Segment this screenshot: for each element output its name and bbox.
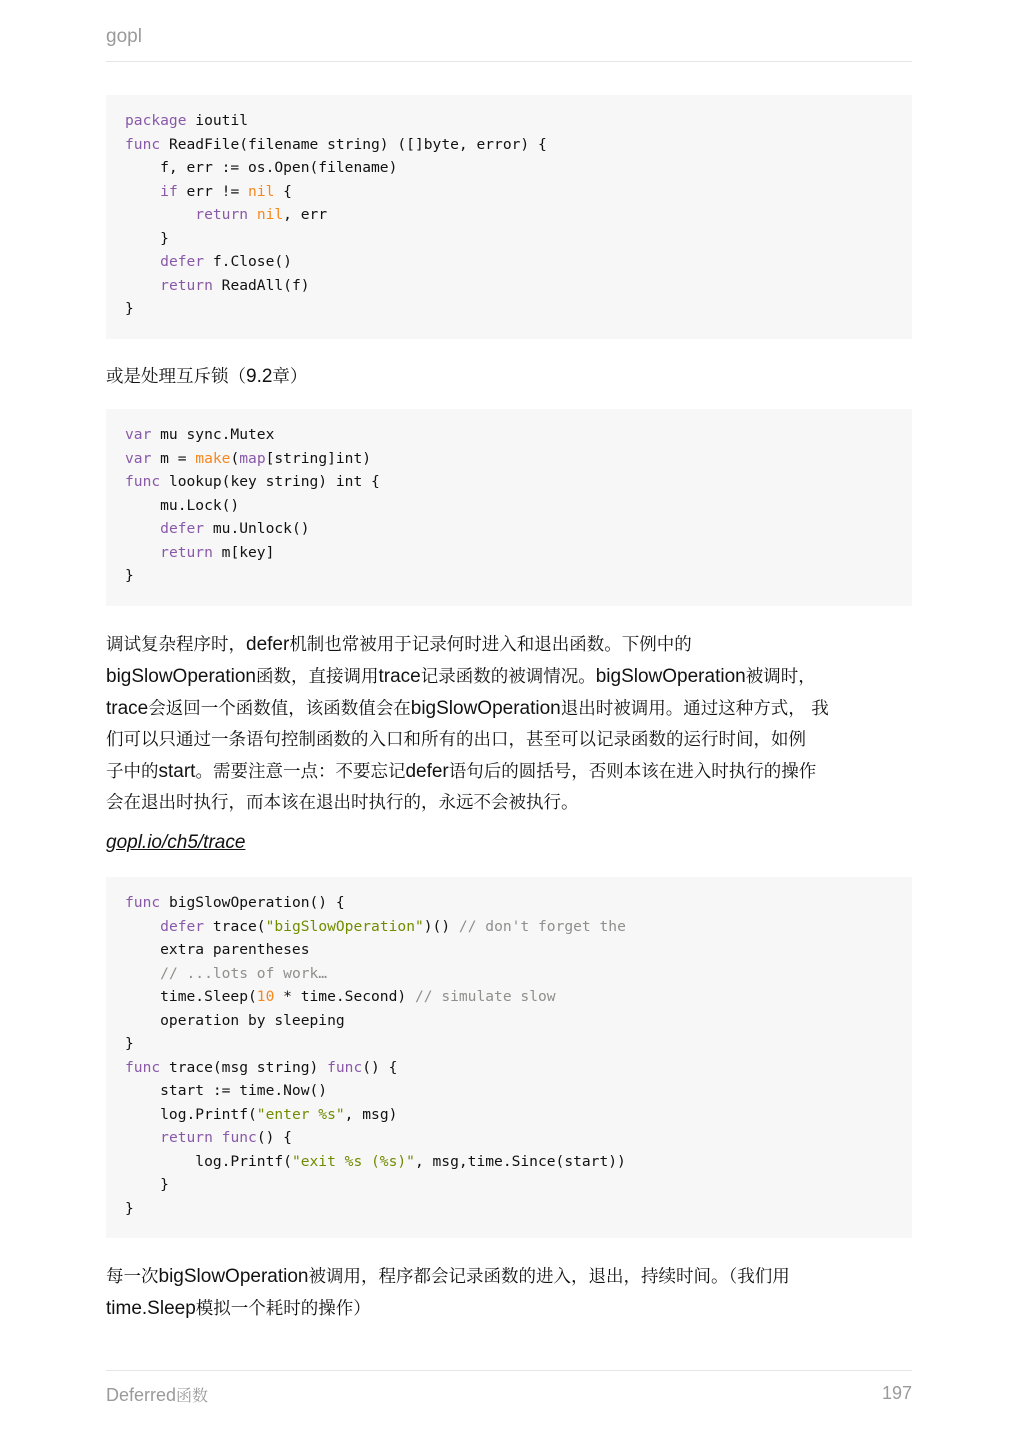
text-run: start — [158, 761, 196, 782]
code-token: var — [125, 449, 152, 467]
code-token: nil — [248, 182, 275, 200]
paragraph-line — [106, 661, 912, 693]
code-token: if — [160, 182, 178, 200]
code-token — [248, 206, 257, 223]
code-token — [125, 183, 160, 200]
code-line — [125, 203, 893, 227]
code-line — [125, 133, 893, 157]
code-token: func — [327, 1058, 363, 1076]
code-token: [string]int) — [265, 449, 372, 467]
paragraph-trace-explanation — [106, 629, 912, 819]
code-token: ReadAll(f) — [212, 276, 310, 294]
paragraph-line — [106, 1261, 912, 1293]
chapter-title — [106, 1383, 208, 1406]
text-run: 会返回一个函数值，该函数值会在 — [148, 699, 411, 719]
code-token: func — [221, 1129, 257, 1146]
code-line — [125, 1150, 893, 1174]
text-run: defer — [405, 761, 449, 782]
code-block-mutex — [106, 409, 912, 606]
code-line — [125, 1126, 893, 1150]
code-line — [125, 962, 893, 986]
text-run: bigSlowOperation — [158, 1266, 309, 1287]
code-token: err != — [177, 182, 249, 200]
code-token: ioutil — [186, 112, 249, 129]
code-token — [125, 544, 160, 561]
text-run: 调试复杂程序时， — [106, 635, 246, 655]
source-link[interactable]: gopl.io/ch5/trace — [106, 832, 246, 853]
code-token: * time.Second) — [274, 988, 415, 1005]
text-run: 。需要注意一点：不要忘记 — [195, 762, 406, 782]
code-token: , msg,time.Since(start)) — [414, 1152, 626, 1170]
text-run: 每一次 — [106, 1267, 159, 1287]
text-run: 退出时被调用。通过这种方式， 我 — [560, 699, 829, 719]
code-token: , msg) — [344, 1105, 398, 1123]
code-line — [125, 180, 893, 204]
code-line — [125, 541, 893, 565]
code-line — [125, 891, 893, 915]
text-run: defer — [246, 634, 290, 655]
code-token: start := time.Now() — [125, 1082, 328, 1099]
text-run: 记录函数的被调情况。 — [420, 667, 596, 687]
code-block-readfile — [106, 95, 912, 339]
code-token — [125, 965, 160, 982]
code-line — [125, 938, 893, 962]
code-token: m = — [151, 449, 196, 467]
code-token: bigSlowOperation() { — [160, 894, 345, 911]
code-token: log.Printf( — [125, 1105, 257, 1123]
chapter-title-cjk: 函数 — [176, 1386, 209, 1405]
code-line — [125, 564, 893, 588]
code-token — [213, 1129, 222, 1146]
text-run: bigSlowOperation — [410, 698, 561, 719]
code-token: lookup(key string) int { — [160, 473, 380, 490]
text-run: 机制也常被用于记录何时进入和退出函数。下例中的 — [289, 635, 692, 655]
paragraph-line — [106, 725, 912, 756]
code-token: map — [239, 449, 266, 467]
code-token — [125, 918, 160, 935]
code-token: var — [125, 426, 152, 443]
code-line — [125, 156, 893, 180]
code-block-trace — [106, 877, 912, 1238]
code-line — [125, 250, 893, 274]
code-token: )() — [423, 917, 459, 935]
code-token: defer — [160, 917, 205, 935]
page-header — [106, 24, 912, 62]
text-run: 或是处理互斥锁（ — [106, 367, 246, 387]
code-token: return — [160, 543, 213, 561]
code-token: trace(msg string) — [160, 1058, 328, 1076]
code-token: package — [125, 112, 187, 129]
code-line — [125, 423, 893, 447]
code-token: } — [125, 1199, 134, 1217]
code-line — [125, 109, 893, 133]
text-run: 子中的 — [106, 762, 159, 782]
code-line — [125, 227, 893, 251]
text-run: 9.2 — [246, 366, 273, 387]
paragraph-trace-summary — [106, 1261, 912, 1325]
code-line — [125, 985, 893, 1009]
code-token — [125, 253, 160, 270]
code-line — [125, 1009, 893, 1033]
code-token: m[key] — [212, 543, 275, 561]
code-token: "exit %s (%s)" — [291, 1152, 415, 1170]
code-token: extra parentheses — [125, 941, 310, 958]
code-line — [125, 1197, 893, 1221]
code-token: () { — [362, 1058, 398, 1076]
paragraph-line — [106, 788, 912, 819]
text-run: bigSlowOperation — [595, 666, 746, 687]
code-token: func — [125, 135, 161, 153]
code-token: } — [125, 1176, 169, 1193]
text-run: 章） — [272, 367, 308, 387]
code-token: } — [125, 300, 134, 317]
code-line — [125, 915, 893, 939]
paragraph-line — [106, 1293, 912, 1325]
text-run: 们可以只通过一条语句控制函数的入口和所有的出口，甚至可以记录函数的运行时间，如例 — [106, 730, 806, 750]
code-token: ( — [230, 449, 240, 467]
code-token: } — [125, 1035, 134, 1052]
code-line — [125, 517, 893, 541]
text-run: trace — [106, 698, 149, 719]
text-run: 模拟一个耗时的操作） — [195, 1299, 371, 1319]
code-token: return — [195, 206, 249, 223]
code-token — [125, 277, 160, 294]
code-token: f.Close() — [204, 253, 292, 270]
code-token: } — [125, 229, 169, 247]
text-run: 会在退出时执行，而本该在退出时执行的，永远不会被执行。 — [106, 793, 579, 813]
code-token: mu.Lock() — [125, 496, 240, 514]
code-token: mu.Unlock() — [204, 520, 310, 537]
code-token — [125, 520, 160, 537]
code-token: operation by sleeping — [125, 1011, 345, 1029]
code-line — [125, 1103, 893, 1127]
code-token: // simulate slow — [414, 988, 556, 1005]
code-token: // ...lots of work… — [160, 964, 328, 982]
code-token: func — [125, 1058, 161, 1076]
code-token: "bigSlowOperation" — [265, 917, 424, 935]
paragraph-line — [106, 693, 912, 725]
code-token: func — [125, 894, 161, 911]
code-token: () { — [256, 1129, 292, 1146]
code-token: mu sync.Mutex — [151, 426, 275, 443]
code-token: time.Sleep( — [125, 988, 257, 1005]
code-line — [125, 1056, 893, 1080]
code-line — [125, 470, 893, 494]
code-line — [125, 1173, 893, 1197]
text-run: 被调时， — [745, 667, 816, 687]
code-line — [125, 494, 893, 518]
code-token: defer — [160, 520, 205, 537]
code-line — [125, 274, 893, 298]
code-token: return — [160, 276, 213, 294]
code-token: log.Printf( — [125, 1152, 292, 1170]
text-run: 语句后的圆括号，否则本该在进入时执行的操作 — [448, 762, 817, 782]
code-token: } — [125, 567, 134, 584]
code-token: trace( — [204, 917, 266, 935]
code-token — [125, 206, 195, 223]
code-token: f, err := os.Open(filename) — [125, 159, 398, 176]
page-number: 197 — [881, 1383, 912, 1403]
code-token — [125, 1129, 160, 1146]
code-line — [125, 1079, 893, 1103]
book-title: gopl — [106, 26, 142, 47]
code-line — [125, 1032, 893, 1056]
text-run: bigSlowOperation — [106, 666, 256, 687]
paragraph-mutex-intro — [106, 361, 912, 393]
code-token: "enter %s" — [256, 1105, 345, 1123]
code-line — [125, 297, 893, 321]
code-token: func — [125, 473, 161, 490]
code-line — [125, 447, 893, 471]
code-token: make — [195, 449, 231, 467]
paragraph-line — [106, 629, 912, 661]
code-token: 10 — [256, 988, 275, 1005]
page-footer — [106, 1370, 912, 1411]
paragraph-line — [106, 361, 912, 393]
code-token: return — [160, 1129, 213, 1146]
text-run: time.Sleep — [106, 1298, 196, 1319]
code-token: , err — [283, 206, 328, 223]
chapter-title-en: Deferred — [106, 1385, 177, 1405]
code-token: { — [274, 182, 292, 200]
text-run: 被调用，程序都会记录函数的进入，退出，持续时间。（我们用 — [308, 1267, 790, 1287]
text-run: 函数，直接调用 — [255, 667, 379, 687]
code-token: ReadFile(filename string) ([]byte, error) { — [160, 135, 547, 153]
code-token: defer — [160, 253, 205, 270]
text-run: trace — [378, 666, 421, 687]
paragraph-line — [106, 756, 912, 788]
code-token: nil — [256, 206, 284, 223]
code-token: // don't forget the — [458, 917, 626, 935]
